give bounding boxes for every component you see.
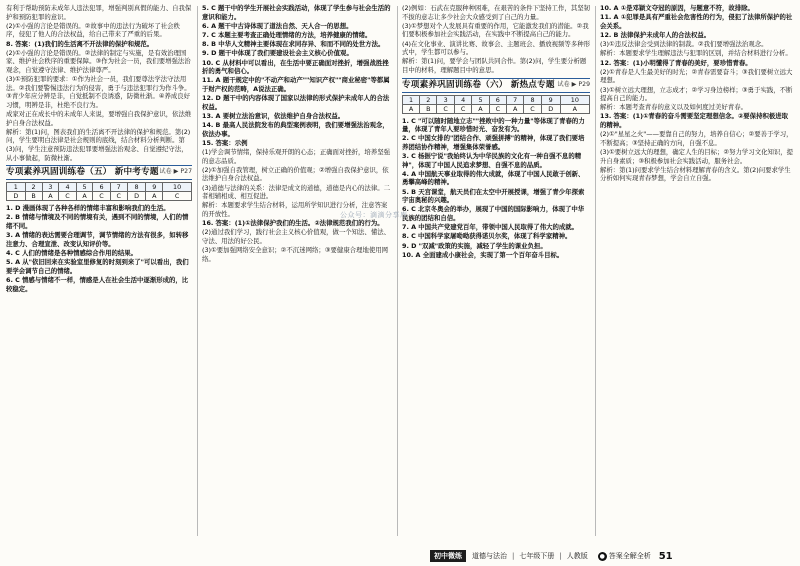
section-6-answer-key xyxy=(402,95,590,114)
answer-paragraph: (3)①梦想对个人发展具有重要的作用，它能激发我们的潜能。②我们要积极参加社会实践活动，在实践中不断提高自己的能力。 xyxy=(402,21,589,39)
answer-paragraph: 8. C 中国科学家屠呦呦获得诺贝尔奖，体现了科学家精神。 xyxy=(402,232,572,241)
section-5-title: 专项素养巩固训练卷（五） 新中考专题 xyxy=(6,167,159,178)
column-1-paragraphs xyxy=(6,4,192,162)
answer-paragraph: 1. C "可以随时随地立志""挫败中的一种力量"等体现了青春的力量，体现了青年人要珍惜时光、奋发有为。 xyxy=(402,116,585,134)
key-answer-row xyxy=(7,192,192,201)
answer-paragraph: 8. B 中华人文精神主要体现在求同存异、和而不同的处世方法。 xyxy=(202,40,385,49)
answer-letter-cell: C xyxy=(93,192,110,201)
column-3-paragraphs xyxy=(402,4,590,75)
question-number-cell: 2 xyxy=(25,183,42,192)
question-number-cell: 10 xyxy=(163,183,192,192)
answer-paragraph: 10. C 从材料中可以看出，在生活中要正确面对挫折，增强战胜挫折的勇气和信心。 xyxy=(202,58,389,76)
answer-paragraph: (3)①要树立远大的理想，确定人生的目标；②努力学习文化知识，提升自身素质；③积极参加社会实践活动，服务社会。 xyxy=(600,148,794,165)
answer-paragraph: (2)例如：石武在克服种种困难，在艰苦的条件下坚持工作，其坚韧不拔的意志让多少社会大众感受到了自己的力量。 xyxy=(402,4,590,21)
question-number-cell: 7 xyxy=(507,95,524,104)
page-number: 51 xyxy=(658,550,673,562)
answer-letter-cell: D xyxy=(127,192,146,201)
answer-paragraph: (3)①违反法律会受到法律的制裁。②我们要增强法治观念。 xyxy=(600,40,768,49)
section-6-title: 专项素养巩固训练卷（六） 新热点专题 xyxy=(402,79,555,90)
answer-paragraph: 12. 答案：(1)小明懂得了青春的美好，要珍惜青春。 xyxy=(600,58,752,67)
section-5-answer-key xyxy=(6,182,192,201)
edition-label: 人教版 xyxy=(566,552,588,560)
question-number-cell: 4 xyxy=(59,183,76,192)
question-number-cell: 1 xyxy=(7,183,26,192)
answer-paragraph: 10. A ①是邓颖文夺冠的原因，与题意不符，故排除。 xyxy=(600,4,754,12)
answer-paragraph: 2. B 情绪与情境及不同的情境有关，遇到不同的情境，人们的情绪不同。 xyxy=(6,213,189,231)
answer-paragraph: 解析：本题要求学生理解违法与犯罪的区别，并结合材料进行分析。 xyxy=(600,49,792,58)
answer-paragraph: 6. C 北京冬奥会的举办，展现了中国的国际影响力，体现了中华民族的团结和自信。 xyxy=(402,205,585,223)
answer-paragraph: 11. A 题干规定中的"不动产和动产""知识产权""商业秘密"等都属于财产权的范畴，A说法正确。 xyxy=(202,76,390,93)
answer-letter-cell: A xyxy=(560,104,589,113)
answer-paragraph: 5. A 从"依旧回来在实验室里修复的时刻到来了"可以看出，我们要学会调节自己的情绪。 xyxy=(6,258,189,275)
answer-paragraph: 解析：第(1)问，要学会与团队共同合作。第(2)问，学生要分析题目中的材料，理解题目中的意思。 xyxy=(402,57,587,74)
answer-paragraph: 8. 答案：(1)我们的生活离不开法律的保护和规范。 xyxy=(6,39,154,48)
question-number-cell: 3 xyxy=(437,95,454,104)
watermark-text: 公众号：滴滴分享库 xyxy=(340,211,408,219)
answer-paragraph: (2)①"星星之火"——要靠自己的努力，培养自信心；②要善于学习，不断提高；③坚持正确的方向，自强不息。 xyxy=(600,130,793,147)
answer-paragraph: 2. C 中国女排的"团结合作、顽强拼搏"的精神，体现了我们要培养团结协作精神，增强集体荣誉感。 xyxy=(402,134,585,151)
key-number-row xyxy=(7,183,192,192)
answer-paragraph: 1. D 漫画体现了各种各样的情绪丰富和影响我们的生活。 xyxy=(6,204,170,213)
question-number-cell: 2 xyxy=(420,95,437,104)
answer-paragraph: 有利于帮助预防未成年人违法犯罪，增强判别真假的能力、自我保护和预防犯罪的意识。 xyxy=(6,4,192,21)
section-6-page-ref: 试卷 ▶ P29 xyxy=(557,80,590,88)
question-number-cell: 4 xyxy=(454,95,471,104)
answer-paragraph: 4. A 中国航天事业取得的伟大成就，体现了中国人民敢于创新、勇攀高峰的精神。 xyxy=(402,169,585,187)
answer-paragraph: 13. A 要树立法治意识，依法维护自身合法权益。 xyxy=(202,111,345,120)
key-answer-row xyxy=(403,104,590,113)
column-divider xyxy=(595,6,596,536)
question-number-cell: 3 xyxy=(42,183,59,192)
question-number-cell: 6 xyxy=(93,183,110,192)
answer-paragraph: 12. B 法律保护未成年人的合法权益。 xyxy=(600,30,711,39)
column-divider xyxy=(197,6,198,536)
answer-paragraph: 解析：第(1)问，图表我们的生活离不开法律的保护和规范。第(2)问，学生要明白法律是社会规则的底线，结合材料分析判断。第(3)问，学生注意预防违法犯罪要增强法治观念、自觉遵纪守法，从小事做起，防微杜渐。 xyxy=(6,127,191,162)
subject-label: 道德与法治 xyxy=(472,552,507,560)
answer-paragraph: 14. B 最高人民法院发布的典型案例表明，我们要增强法治观念，依法办事。 xyxy=(202,121,389,138)
brand-label: 初中微练 xyxy=(430,550,466,562)
answer-paragraph: 5. C 题干中的学生开展社会实践活动，体现了学生参与社会生活的意识和能力。 xyxy=(202,4,391,21)
column-3 xyxy=(402,4,590,260)
answer-paragraph: 3. A 情绪的表达需要合理调节，调节情绪的方法有很多，如转移注意力、合理宣泄、改变认知评价等。 xyxy=(6,231,189,248)
section-6-title-bar xyxy=(402,78,590,93)
answer-letter-cell: C xyxy=(454,104,471,113)
column-2-paragraphs xyxy=(202,4,392,263)
answer-paragraph: (2)通过我们学习，践行社会主义核心价值观，做一个知法、懂法、守法、用法的好公民。 xyxy=(202,228,390,245)
question-number-cell: 8 xyxy=(127,183,146,192)
answer-paragraph: 12. D 题干中的内容体现了国家以法律的形式保护未成年人的合法权益。 xyxy=(202,94,390,111)
answer-paragraph: (2)①小强的言论是错误的。②故事中的违法行为破坏了社会秩序，侵犯了他人的合法权益，给自己带来了严重的后果。 xyxy=(6,21,180,39)
answer-letter-cell: C xyxy=(489,104,506,113)
answer-paragraph: (3)①树立远大理想，立志成才；②学习身边榜样；③勇于实践，不断提高自己的能力。 xyxy=(600,85,793,103)
answer-paragraph: 9. D "双减"政策的实施，减轻了学生的课业负担。 xyxy=(402,241,547,250)
question-number-cell: 8 xyxy=(524,95,541,104)
question-number-cell: 7 xyxy=(110,183,127,192)
answer-letter-cell: A xyxy=(507,104,524,113)
answer-label: 答案全解全析 xyxy=(608,552,651,560)
answer-paragraph: (1)学会调节情绪，保持乐观开朗的心态；正确面对挫折，培养坚强的意志品质。 xyxy=(202,148,390,165)
answer-paragraph: (2)①青春是人生最美好的时光；②青春需要奋斗；③我们要树立远大理想。 xyxy=(600,67,793,85)
section-5-page-ref: 试卷 ▶ P27 xyxy=(159,168,192,176)
section-5-title-bar xyxy=(6,165,192,180)
answer-letter-cell: B xyxy=(25,192,42,201)
column-1 xyxy=(6,4,192,294)
answer-paragraph: 10. A 全面建成小康社会，实现了第一个百年奋斗目标。 xyxy=(402,250,564,259)
answer-paragraph: (3)①预防犯罪的要求：①作为社会一员，我们要尊法学法守法用法。②我们要警惕违法行为的侵害，勇于与违法犯罪行为作斗争。③青少年应分辨是非，自觉抵制不良诱惑，防微杜渐。④养成良好习惯，明辨是非，杜绝不良行为。 xyxy=(6,75,191,109)
answer-paragraph: 解析：本题要求学生结合材料，运用所学知识进行分析，注意答案的开放性。 xyxy=(202,201,388,218)
answer-paragraph: (4)在文化事业、演讲比赛、故事会、主题班会、播放视频等多种形式中，学生都可以参与。 xyxy=(402,39,590,57)
page-footer: 初中微练 道德与法治 | 七年级下册 | 人教版 ● 答案全解全析 51 xyxy=(0,546,800,566)
answer-paragraph: 7. C 本题主要考查正确处理情绪的方法，培养健康的情绪。 xyxy=(202,30,372,39)
answer-paragraph: 成家对正在成长中的未成年人来说，要增强自我保护意识，依法维护自身合法权益。 xyxy=(6,110,192,127)
answer-paragraph: 16. 答案：(1)①法律保护我们的生活。②法律规范我们的行为。 xyxy=(202,219,384,228)
key-number-row xyxy=(403,95,590,104)
answer-letter-cell: A xyxy=(42,192,59,201)
question-number-cell: 9 xyxy=(146,183,163,192)
answer-letter-cell: A xyxy=(472,104,489,113)
column-divider xyxy=(397,6,398,536)
answer-letter-cell: D xyxy=(541,104,560,113)
column-1-explanations xyxy=(6,204,192,293)
answer-paragraph: 解析：第(1)问要求学生结合材料理解青春的含义。第(2)问要求学生分析如何实现青春梦想，学会自立自强。 xyxy=(600,165,791,183)
answer-letter-cell: A xyxy=(403,104,420,113)
answer-paragraph: 解析：本题考查青春的意义以及如何度过美好青春。 xyxy=(600,103,747,112)
question-number-cell: 10 xyxy=(560,95,589,104)
question-number-cell: 9 xyxy=(541,95,560,104)
answer-paragraph: (3)①要加强网络安全意识；②不沉迷网络；③要健康合理地使用网络。 xyxy=(202,246,389,263)
answer-paragraph: 9. D 题干中体现了我们要建设社会主义核心价值观。 xyxy=(202,49,353,58)
answer-paragraph: 3. C 杨振宁说"我始终认为中华民族的文化有一种自强不息的精神"，体现了中国人民追求梦想、自强不息的品质。 xyxy=(402,152,582,169)
answer-letter-cell: C xyxy=(163,192,192,201)
column-2 xyxy=(202,4,392,264)
answer-letter-cell: A xyxy=(76,192,93,201)
answer-paragraph: 7. A 中国共产党建党百年，带领中国人民取得了伟大的成就。 xyxy=(402,223,579,232)
answer-paragraph: 6. C 情感与情绪不一样，情感是人在社会生活中逐渐形成的，比较稳定。 xyxy=(6,275,189,293)
column-4-paragraphs xyxy=(600,4,794,183)
answer-paragraph: 5. B 天宫课堂，航天员们在太空中开展授课，增强了青少年探索宇宙奥秘的兴趣。 xyxy=(402,187,585,205)
answer-letter-cell: C xyxy=(59,192,76,201)
question-number-cell: 1 xyxy=(403,95,420,104)
question-number-cell: 6 xyxy=(489,95,506,104)
answer-letter-cell: C xyxy=(110,192,127,201)
answer-letter-cell: B xyxy=(420,104,437,113)
answer-paragraph: (2)①小强的言论是错误的。②法律的制定与实施，是有效治理国家、维护社会秩序的重要保障。③作为社会一员，我们要增强法治观念，自觉遵守法律、维护法律尊严。 xyxy=(6,48,191,74)
answer-letter-cell: A xyxy=(146,192,163,201)
answer-paragraph: 11. A ①犯罪是具有严重社会危害性的行为，侵犯了法律所保护的社会关系。 xyxy=(600,13,793,30)
answer-paragraph: 6. A 题干中古诗体现了道法自然、天人合一的思想。 xyxy=(202,21,353,30)
answer-letter-cell: C xyxy=(524,104,541,113)
column-4 xyxy=(600,4,794,184)
column-3-explanations xyxy=(402,117,590,260)
answer-letter-cell: C xyxy=(437,104,454,113)
answer-logo-icon: ● xyxy=(599,552,605,560)
answer-paragraph: 15. 答案：示例 xyxy=(202,138,248,147)
answer-letter-cell: D xyxy=(7,192,26,201)
question-number-cell: 5 xyxy=(76,183,93,192)
answer-paragraph: (3)道德与法律的关系：法律是成文的道德，道德是内心的法律。二者相辅相成、相互促进。 xyxy=(202,183,390,201)
grade-label: 七年级下册 xyxy=(519,552,555,560)
answer-paragraph: (2)①加强自我管理，树立正确的价值观；②增强自我保护意识，依法维护自身合法权益。 xyxy=(202,165,389,183)
answer-paragraph: 13. 答案：(1)①青春的奋斗需要坚定理想信念。②要保持积极进取的精神。 xyxy=(600,112,789,130)
question-number-cell: 5 xyxy=(472,95,489,104)
answer-paragraph: 4. C 人们的情绪是各种情感综合作用的结果。 xyxy=(6,249,138,257)
